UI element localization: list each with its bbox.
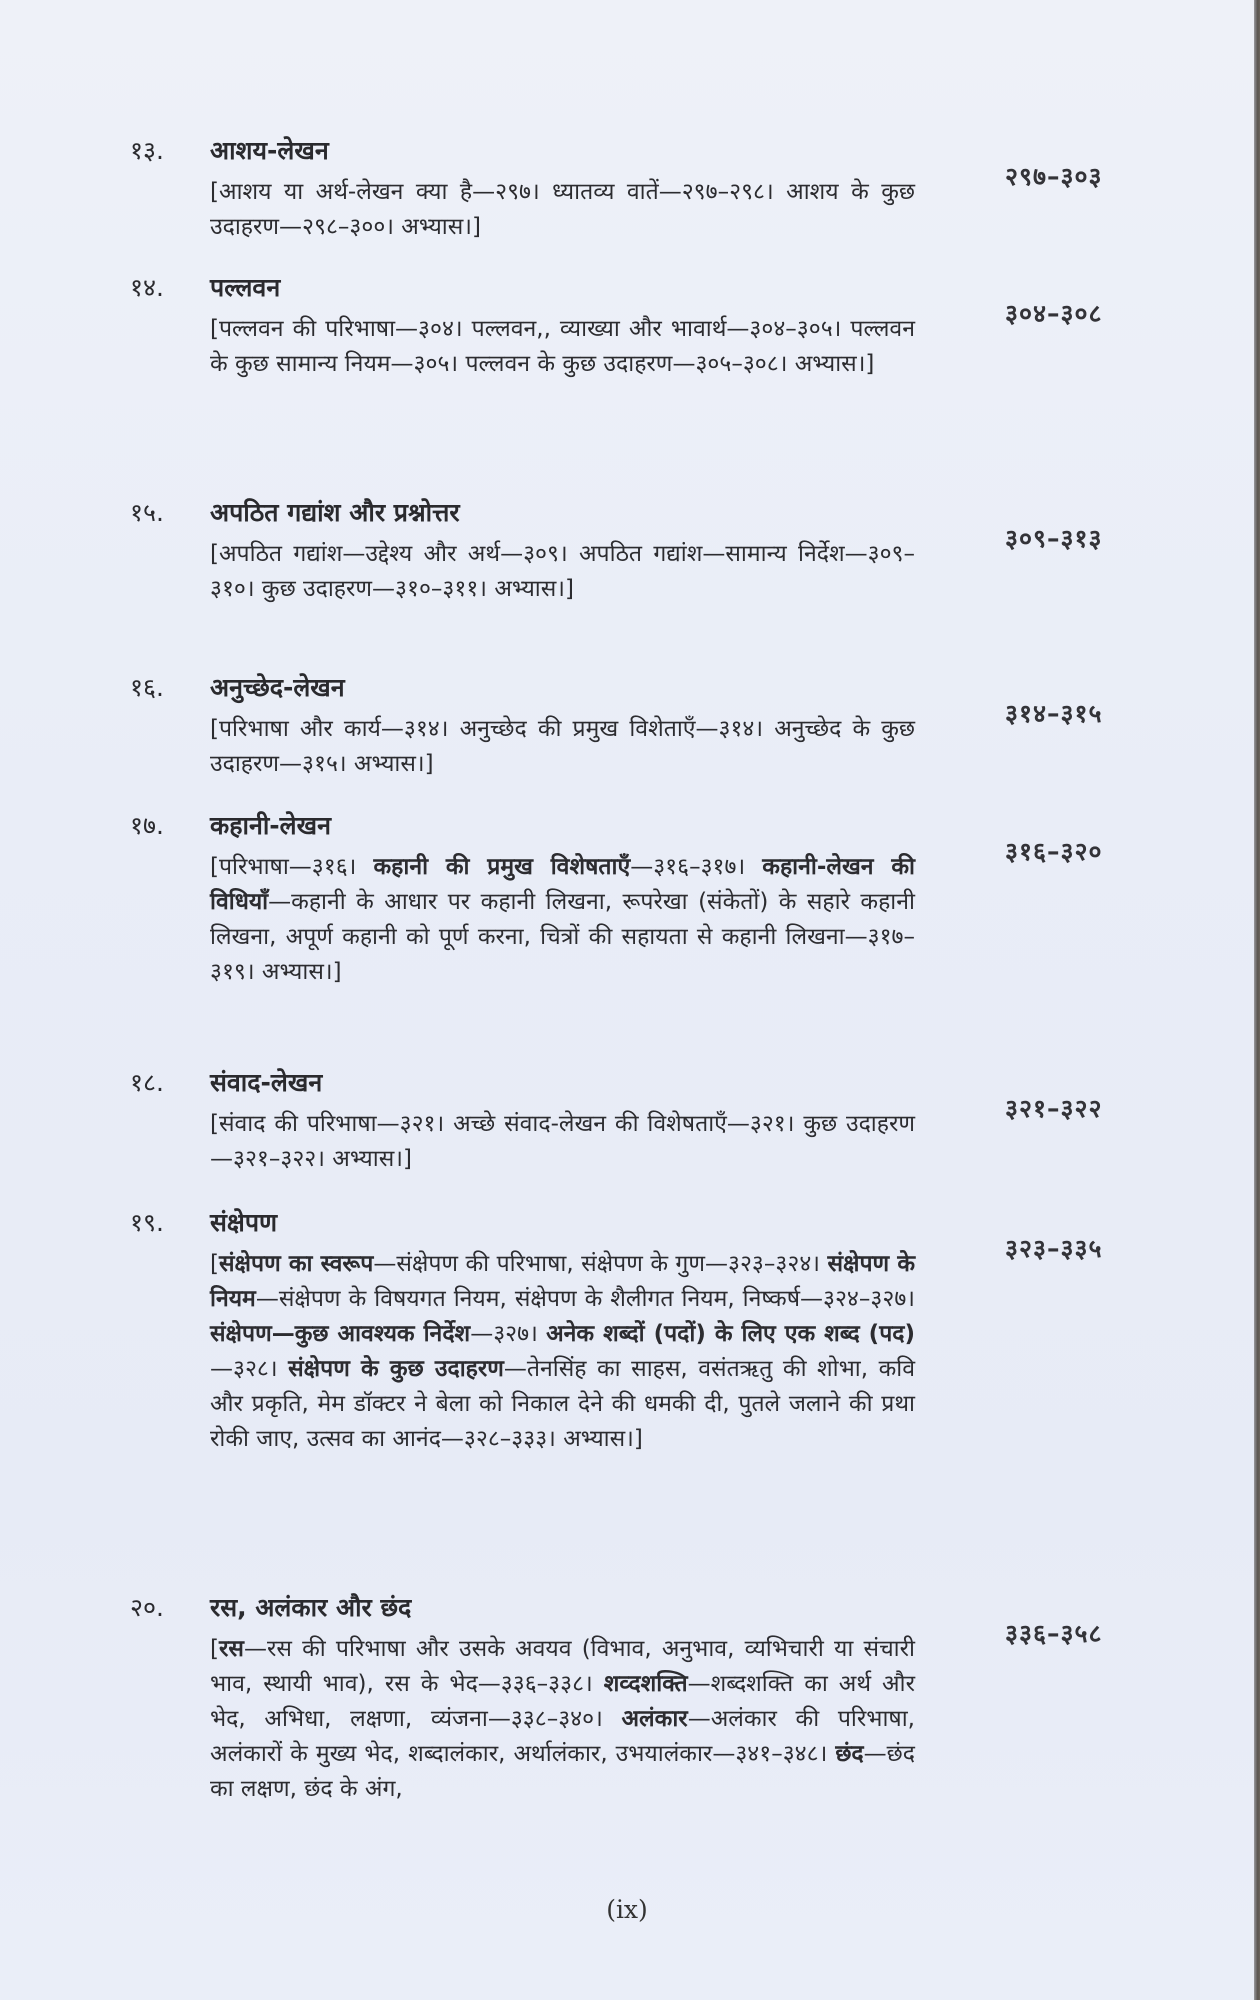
entry-title: संवाद-लेखन [210, 1068, 323, 1097]
entry-description: [परिभाषा और कार्य—३१४। अनुच्छेद की प्रमुख विशेताएँ—३१४। अनुच्छेद के कुछ उदाहरण—३१५। अभ्यास।] [210, 716, 915, 777]
toc-entry [130, 1205, 1170, 1457]
entry-heading [130, 670, 1170, 728]
entry-number: १६. [130, 673, 164, 702]
text-run: —संक्षेपण की परिभाषा, संक्षेपण के गुण—३२३–३२४। [373, 1251, 828, 1277]
entry-title: संक्षेपण [210, 1208, 278, 1237]
bold-phrase: संक्षेपण के नियम [210, 1251, 915, 1312]
bold-phrase: संक्षेपण का स्वरूप [218, 1251, 374, 1277]
text-run: [ [210, 1636, 219, 1662]
text-run: —कहानी के आधार पर कहानी लिखना, रूपरेखा (संकेतों) के सहारे कहानी लिखना, अपूर्ण कहानी को पूर्ण करना, चित्रों की सहायता से कहानी लिखना—३१७–३१९। अभ्यास।] [210, 889, 915, 985]
entry-heading [130, 808, 1170, 866]
text-run: —अलंकार की परिभाषा, अलंकारों के मुख्य भेद, शब्दालंकार, अर्थालंकार, उभयालंकार—३४१–३४८। [210, 1706, 915, 1767]
entry-title: आशय-लेखन [210, 136, 329, 165]
bold-phrase: छंद [835, 1741, 864, 1767]
text-run: —३२७। [470, 1321, 547, 1347]
entry-description: [संवाद की परिभाषा—३२१। अच्छे संवाद-लेखन की विशेषताएँ—३२१। कुछ उदाहरण—३२१–३२२। अभ्यास।] [210, 1111, 915, 1172]
bold-phrase: संक्षेपण के कुछ उदाहरण [288, 1356, 504, 1382]
entry-page-range: ३०४–३०८ [1005, 299, 1103, 328]
entry-title: रस, अलंकार और छंद [210, 1593, 412, 1622]
entry-description: [अपठित गद्यांश—उद्देश्य और अर्थ—३०९। अपठित गद्यांश—सामान्य निर्देश—३०९–३१०। कुछ उदाहरण—३१०–३११। अभ्यास।] [210, 541, 915, 602]
entry-number: १८. [130, 1068, 164, 1097]
text-run: —तेनसिंह का साहस, वसंतऋतु की शोभा, कवि और प्रकृति, मेम डॉक्टर ने बेला को निकाल देने की धमकी दी, पुतले जलाने की प्रथा रोकी जाए, उत्सव का आनंद—३२८–३३३। अभ्यास।] [210, 1356, 915, 1452]
page-edge-shadow [1254, 0, 1260, 2000]
bold-phrase: कहानी-लेखन की विधियाँ [210, 854, 915, 915]
entry-page-range: ३१४–३१५ [1005, 699, 1103, 728]
text-run: —३१६–३१७। [630, 854, 763, 880]
entry-heading [130, 1065, 1170, 1123]
entry-number: १९. [130, 1208, 164, 1237]
bold-phrase: अलंकार [621, 1706, 688, 1732]
entry-description [210, 1632, 915, 1807]
entry-heading [130, 1205, 1170, 1263]
entry-heading [130, 495, 1170, 553]
entry-description: [आशय या अर्थ-लेखन क्या है—२९७। ध्यातव्य वातें—२९७–२९८। आशय के कुछ उदाहरण—२९८–३००। अभ्यास।] [210, 179, 915, 240]
entry-number: १७. [130, 811, 164, 840]
text-run: —रस की परिभाषा और उसके अवयव (विभाव, अनुभाव, व्यभिचारी या संचारी भाव, स्थायी भाव), रस के भेद—३३६–३३८। [210, 1636, 915, 1697]
entry-heading [130, 1590, 1170, 1648]
text-run: —संक्षेपण के विषयगत नियम, संक्षेपण के शैलीगत नियम, निष्कर्ष—३२४–३२७। [255, 1286, 915, 1312]
entry-description [210, 1247, 915, 1457]
toc-entry [130, 495, 1170, 607]
text-run: —छंद का लक्षण, छंद के अंग, [210, 1741, 915, 1802]
entry-number: १३. [130, 136, 164, 165]
toc-entry [130, 133, 1170, 245]
toc-entry [130, 1065, 1170, 1177]
page-number: (ix) [606, 1895, 648, 1924]
entry-page-range: ३१६–३२० [1005, 837, 1103, 866]
toc-entry [130, 808, 1170, 990]
text-run: —३२८। [210, 1356, 289, 1382]
entry-page-range: २९७–३०३ [1005, 162, 1103, 191]
entry-description: [पल्लवन की परिभाषा—३०४। पल्लवन,, व्याख्या और भावार्थ—३०४–३०५। पल्लवन के कुछ सामान्य नियम—३०५। पल्लवन के कुछ उदाहरण—३०५–३०८। अभ्यास।] [210, 316, 915, 377]
entry-title: अनुच्छेद-लेखन [210, 673, 345, 702]
text-run: —शब्दशक्ति का अर्थ और भेद, अभिधा, लक्षणा, व्यंजना—३३८–३४०। [210, 1671, 915, 1732]
entry-page-range: ३२३–३३५ [1005, 1234, 1103, 1263]
bold-phrase: शव्दशक्ति [603, 1671, 688, 1697]
entry-page-range: ३३६–३५८ [1005, 1619, 1103, 1648]
toc-entry [130, 670, 1170, 782]
bold-phrase: संक्षेपण—कुछ आवश्यक निर्देश [210, 1321, 471, 1347]
entry-heading [130, 133, 1170, 191]
entry-title: अपठित गद्यांश और प्रश्नोत्तर [210, 498, 460, 527]
entry-number: १४. [130, 273, 164, 302]
bold-phrase: अनेक शब्दों (पदों) के लिए एक शब्द (पद) [546, 1321, 915, 1347]
toc-entry [130, 1590, 1170, 1807]
entry-number: २०. [130, 1593, 164, 1622]
entry-page-range: ३०९–३१३ [1005, 524, 1103, 553]
entry-heading [130, 270, 1170, 328]
entry-number: १५. [130, 498, 164, 527]
toc-entry [130, 270, 1170, 382]
text-run: [ [210, 1251, 219, 1277]
bold-phrase: रस [218, 1636, 244, 1662]
entry-page-range: ३२१–३२२ [1005, 1094, 1103, 1123]
bold-phrase: कहानी की प्रमुख विशेषताएँ [373, 854, 631, 880]
entry-title: कहानी-लेखन [210, 811, 331, 840]
entry-description [210, 850, 915, 990]
text-run: [परिभाषा—३१६। [210, 854, 374, 880]
entry-title: पल्लवन [210, 273, 281, 302]
